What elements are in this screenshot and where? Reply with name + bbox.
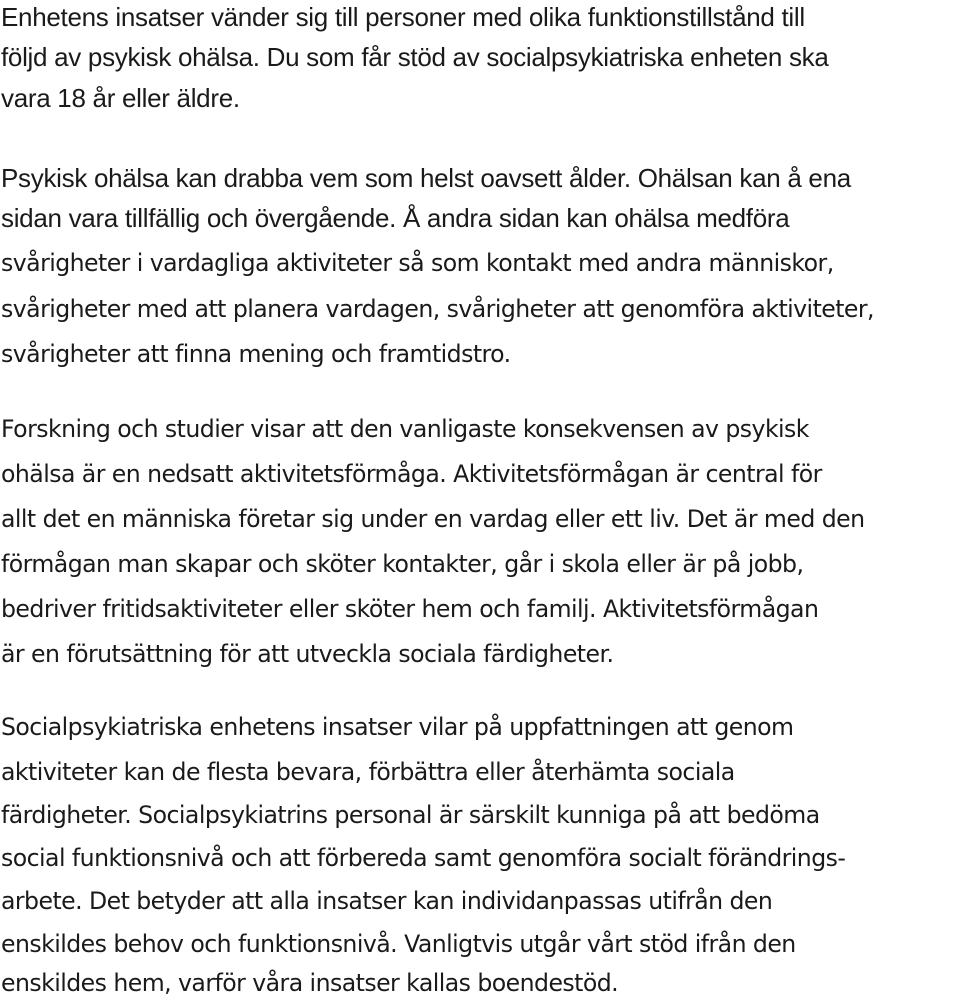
paragraph-2-line-5: svårigheter att finna mening och framtidstro.	[1, 340, 511, 368]
paragraph-4-line-1: Socialpsykiatriska enhetens insatser vilar på uppfattningen att genom	[1, 713, 794, 741]
paragraph-2-line-2: sidan vara tillfällig och övergående. Å andra sidan kan ohälsa medföra	[1, 203, 790, 233]
paragraph-4-line-5: arbete. Det betyder att alla insatser kan individanpassas utifrån den	[1, 887, 773, 915]
paragraph-4-line-3: färdigheter. Socialpsykiatrins personal är särskilt kunniga på att bedöma	[1, 801, 820, 829]
paragraph-1-line-3: vara 18 år eller äldre.	[1, 83, 240, 113]
paragraph-3-line-5: bedriver fritidsaktiviteter eller sköter hem och familj. Aktivitetsförmågan	[1, 595, 819, 623]
paragraph-3-line-1: Forskning och studier visar att den vanligaste konsekvensen av psykisk	[1, 415, 809, 443]
paragraph-3-line-2: ohälsa är en nedsatt aktivitetsförmåga. Aktivitetsförmågan är central för	[1, 460, 822, 488]
paragraph-1-line-2: följd av psykisk ohälsa. Du som får stöd av socialpsykiatriska enheten ska	[1, 42, 829, 72]
paragraph-2-line-3: svårigheter i vardagliga aktiviteter så som kontakt med andra människor,	[1, 249, 834, 277]
paragraph-3-line-4: förmågan man skapar och sköter kontakter, går i skola eller är på jobb,	[1, 550, 804, 578]
paragraph-2-line-1: Psykisk ohälsa kan drabba vem som helst oavsett ålder. Ohälsan kan å ena	[1, 163, 851, 193]
paragraph-4-line-6: enskildes behov och funktionsnivå. Vanligtvis utgår vårt stöd ifrån den	[1, 930, 796, 958]
paragraph-3-line-3: allt det en människa företar sig under en vardag eller ett liv. Det är med den	[1, 505, 865, 533]
paragraph-4-line-4: social funktionsnivå och att förbereda samt genomföra socialt förändrings-	[1, 844, 846, 872]
paragraph-4-line-2: aktiviteter kan de flesta bevara, förbättra eller återhämta sociala	[1, 758, 735, 786]
paragraph-2-line-4: svårigheter med att planera vardagen, svårigheter att genomföra aktiviteter,	[1, 295, 875, 323]
paragraph-1-line-1: Enhetens insatser vänder sig till personer med olika funktionstillstånd till	[1, 2, 805, 32]
paragraph-3-line-6: är en förutsättning för att utveckla sociala färdigheter.	[1, 640, 614, 668]
paragraph-4-line-7: enskildes hem, varför våra insatser kallas boendestöd.	[1, 969, 619, 997]
